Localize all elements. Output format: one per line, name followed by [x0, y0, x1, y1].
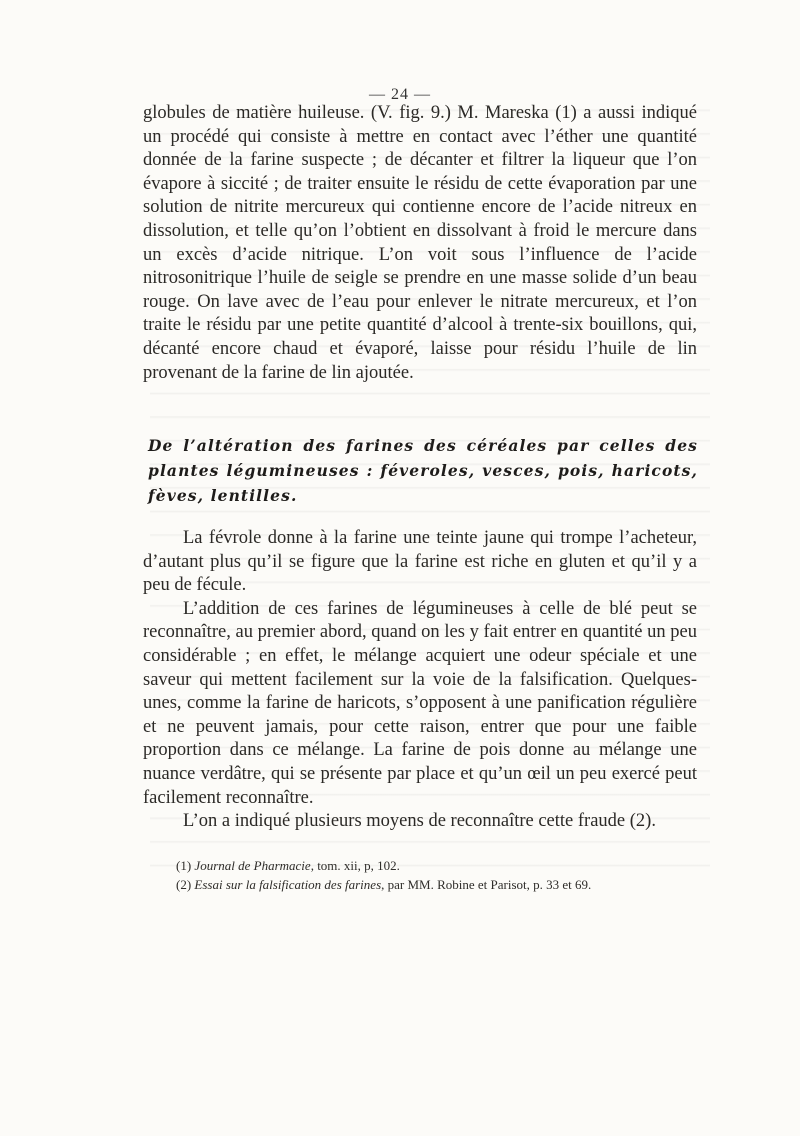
- opening-text-block: [143, 102, 697, 385]
- footnote-marker: (2): [176, 877, 192, 892]
- footnote-source-detail: , par MM. Robine et Parisot, p. 33 et 69.: [381, 877, 592, 892]
- paragraph: globules de matière huileuse. (V. fig. 9.) M. Mareska (1) a aussi indiqué un procédé qui consiste à mettre en contact avec l’éther une quantité donnée de la farine suspecte ; de décanter et filtrer la liqueur que l’on évapore à siccité ; de traiter ensuite le résidu de cette évaporation par une solution de nitrite mercureux qui contienne encore de l’acide nitreux en dissolution, et telle qu’on l’obtient en dissolvant à froid le mercure dans un excès d’acide nitrique. L’on voit sous l’influence de l’acide nitrosonitrique l’huile de seigle se prendre en une masse solide d’un beau rouge. On lave avec de l’eau pour enlever le nitrate mercureux, et l’on traite le résidu par une petite quantité d’alcool à trente-six bouillons, qui, décanté encore chaud et évaporé, laisse pour résidu l’huile de lin provenant de la farine de lin ajoutée.: [143, 103, 697, 383]
- footnote-source-detail: , tom. xii, p, 102.: [310, 858, 400, 873]
- section-heading: De l’altération des farines des céréales par celles des plantes légumineuses : féveroles, vesces, pois, haricots, fèves, lentilles.: [148, 436, 698, 505]
- footnote-marker: (1): [176, 858, 192, 873]
- page-number: — 24 —: [369, 86, 431, 103]
- paragraph: L’addition de ces farines de légumineuses à celle de blé peut se reconnaître, au premier abord, quand on les y fait entrer en quantité un peu considérable ; en effet, le mélange acquiert une odeur spéciale et une saveur qui mettent facilement sur la voie de la falsification. Quelques-unes, comme la farine de haricots, s’opposent à une panification régulière et ne peuvent jamais, pour cette raison, entrer que pour une faible proportion dans ce mélange. La farine de pois donne au mélange une nuance verdâtre, qui se présente par place et qu’un œil un peu exercé peut facilement reconnaître.: [143, 598, 697, 808]
- paragraph: L’on a indiqué plusieurs moyens de reconnaître cette fraude (2).: [183, 811, 656, 832]
- section-text-block: [143, 527, 697, 834]
- footnote: [176, 856, 706, 875]
- footnote-source-title: Journal de Pharmacie: [194, 858, 311, 873]
- footnote-source-title: Essai sur la falsification des farines: [194, 877, 382, 892]
- footnote: [176, 875, 706, 894]
- paragraph: La févrole donne à la farine une teinte jaune qui trompe l’acheteur, d’autant plus qu’il se figure que la farine est riche en gluten et qu’il y a peu de fécule.: [143, 528, 697, 596]
- footnotes: [176, 856, 706, 894]
